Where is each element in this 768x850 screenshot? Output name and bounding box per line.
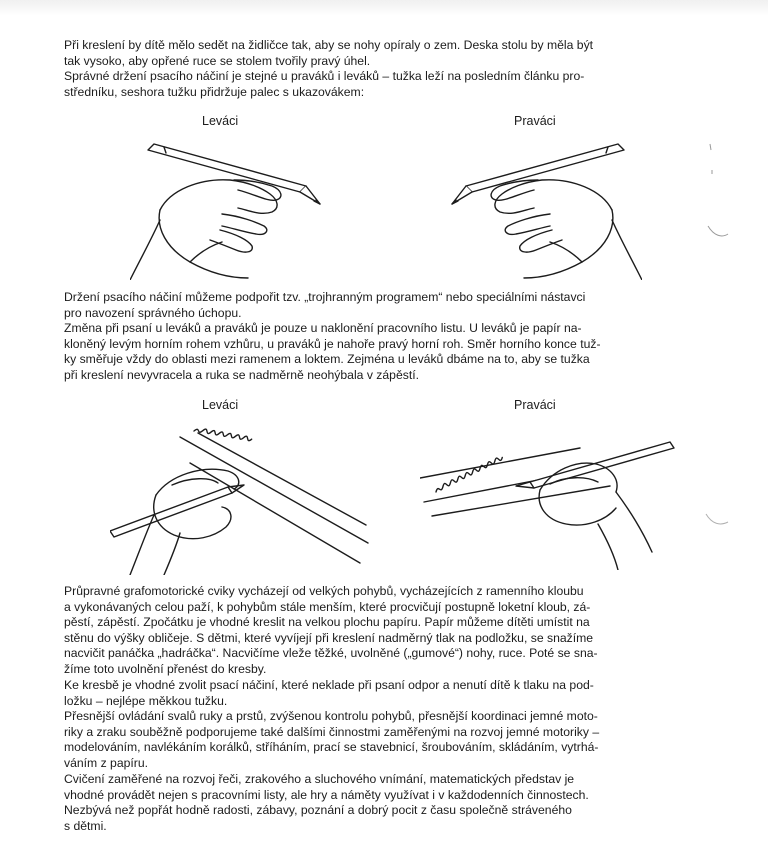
text-line: středníku, seshora tužku přidržuje palec s ukazovákem: <box>64 84 365 99</box>
scan-edge-mark <box>700 500 730 540</box>
scan-edge-mark <box>700 140 730 250</box>
text-line: modelováním, navlékáním korálků, stříháním, prací se stavebnicí, šroubováním, skládáním, vytrhá- <box>64 740 599 755</box>
text-line: při kreslení nevyvracela a ruka se nadměrně neohýbala v zápěstí. <box>64 367 419 382</box>
text-line: Přesnější ovládání svalů ruky a prstů, zvýšenou kontrolu pohybů, přesnější koordinaci jemné moto- <box>64 709 598 723</box>
scan-shadow <box>0 0 768 16</box>
paragraph-pencil-choice <box>64 678 704 709</box>
text-line: Ke kresbě je vhodné zvolit psací náčiní, které neklade při psaní odpor a nenutí dítě k tlaku na pod- <box>64 678 594 692</box>
text-line: ky směřuje vždy do oblasti mezi ramenem a loktem. Zejména u leváků dbáme na to, aby se tužka <box>64 352 590 367</box>
paragraph-grip-support <box>64 290 704 321</box>
text-line: kloněný levým horním rohem vzhůru, u praváků je nahoře pravý horní roh. Směr horního konce tuž- <box>64 336 601 351</box>
text-line: pro navození správného úchopu. <box>64 305 242 320</box>
text-line: ložku – nejlépe měkkou tužku. <box>64 693 228 708</box>
paragraph-closing <box>64 803 704 834</box>
right-hand-writing-illustration <box>420 420 680 570</box>
text-line: Při kreslení by dítě mělo sedět na židličce tak, aby se nohy opíraly o zem. Deska stolu by měla být <box>64 38 594 52</box>
text-line: tak vysoko, aby opřené ruce se stolem tvořily pravý úhel. <box>64 53 371 68</box>
text-line: pěstí, zápěstí. Zpočátku je vhodné kreslit na velkou plochu papíru. Papír můžeme dítěti umístit na <box>64 615 590 630</box>
text-line: Nezbývá než popřát hodně radosti, zábavy, poznání a dobrý pocit z času společně stráveného <box>64 803 572 817</box>
paragraph-fine-motor <box>64 709 704 771</box>
paragraph-seating <box>64 38 704 69</box>
text-line: Průpravné grafomotorické cviky vycházejí od velkých pohybů, vycházejících z ramenního kloubu <box>64 584 584 598</box>
text-line: žíme toto uvolnění přenést do kresby. <box>64 661 267 676</box>
text-line: Správné držení psacího náčiní je stejné u praváků i leváků – tužka leží na posledním článku pro- <box>64 69 585 83</box>
text-line: Držení psacího náčiní můžeme podpořit tzv. „trojhranným programem“ nebo speciálními nástavci <box>64 290 586 304</box>
left-hand-writing-illustration <box>110 415 370 575</box>
text-line: Změna při psaní u leváků a praváků je pouze u naklonění pracovního listu. U leváků je papír na- <box>64 321 582 335</box>
paragraph-exercises <box>64 584 704 678</box>
figure-2-label-right: Praváci <box>514 398 556 412</box>
text-line: váním z papíru. <box>64 755 148 770</box>
text-line: s dětmi. <box>64 818 107 833</box>
text-line: Cvičení zaměřené na rozvoj řeči, zrakového a sluchového vnímání, matematických představ je <box>64 772 575 786</box>
text-line: riky a zraku souběžně podporujeme také dalšími činnostmi zaměřenými na rozvoj jemné motoriky – <box>64 724 600 739</box>
paragraph-activities <box>64 772 704 803</box>
text-line: a vykonávaných celou paží, k pohybům stále menším, které procvičují postupně loketní kloub, zá- <box>64 599 591 614</box>
text-line: stěnu do výšky obličeje. S dětmi, které vyvíjejí při kreslení nadměrný tlak na podložku, se snažíme <box>64 630 594 645</box>
text-line: nacvičit panáčka „hadráčka“. Nacvičíme vleže těžké, uvolněné („gumové“) nohy, ruce. Poté se sna- <box>64 646 598 661</box>
paragraph-paper-tilt <box>64 321 704 383</box>
figure-2-label-left: Leváci <box>202 398 239 412</box>
text-line: vhodné provádět nejen s pracovními listy, ale hry a náměty využívat i v každodenních činnostech. <box>64 787 589 802</box>
right-hand-grip-illustration <box>432 130 642 280</box>
figure-1-label-left: Leváci <box>202 114 239 128</box>
figure-1-label-right: Praváci <box>514 114 556 128</box>
left-hand-grip-illustration <box>130 130 340 280</box>
paragraph-grip <box>64 69 704 100</box>
